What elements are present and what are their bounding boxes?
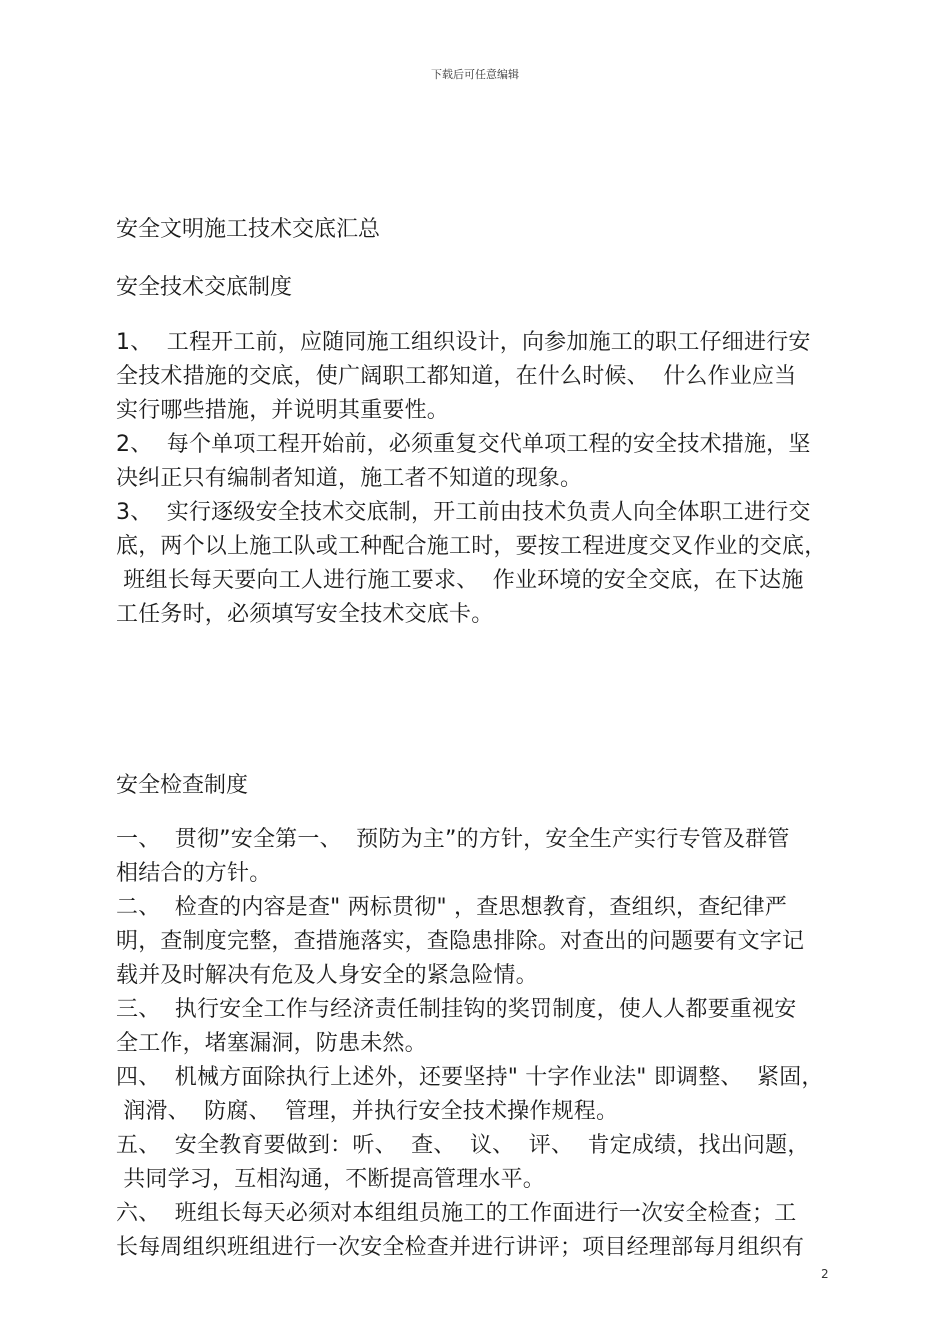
section-technical-disclosure (116, 271, 838, 305)
document-title-block (116, 213, 838, 247)
paragraph-line: 相结合的方针。 (116, 861, 272, 886)
paragraph-line: 二、 检查的内容是查" 两标贯彻" ，查思想教育，查组织，查纪律严 (116, 895, 788, 920)
paragraph-line: 四、 机械方面除执行上述外，还要坚持" 十字作业法" 即调整、 紧固， (116, 1065, 824, 1090)
paragraph-line: 1、 工程开工前，应随同施工组织设计，向参加施工的职工仔细进行安 (116, 330, 811, 355)
paragraph-line: 全工作，堵塞漏洞，防患未然。 (116, 1031, 427, 1056)
paragraph-line: 一、 贯彻”安全第一、 预防为主”的方针，安全生产实行专管及群管 (116, 827, 790, 852)
section-safety-inspection-body (116, 823, 838, 1265)
paragraph-line: 共同学习，互相沟通，不断提高管理水平。 (116, 1167, 545, 1192)
paragraph-line: 三、 执行安全工作与经济责任制挂钩的奖罚制度，使人人都要重视安 (116, 997, 797, 1022)
paragraph-line: 决纠正只有编制者知道，施工者不知道的现象。 (116, 466, 583, 491)
paragraph-line: 工任务时，必须填写安全技术交底卡。 (116, 602, 494, 627)
paragraph-line: 五、 安全教育要做到：听、 查、 议、 评、 肯定成绩，找出问题， (116, 1133, 810, 1158)
section-title: 安全技术交底制度 (116, 275, 293, 300)
section-title: 安全检查制度 (116, 773, 249, 798)
page-number: 2 (821, 1267, 829, 1281)
paragraph-line: 润滑、 防腐、 管理，并执行安全技术操作规程。 (116, 1099, 619, 1124)
paragraph-line: 底，两个以上施工队或工种配合施工时，要按工程进度交叉作业的交底， (116, 534, 827, 559)
paragraph-line: 全技术措施的交底，使广阔职工都知道，在什么时候、 什么作业应当 (116, 364, 797, 389)
section-safety-inspection (116, 769, 838, 803)
paragraph-line: 载并及时解决有危及人身安全的紧急险情。 (116, 963, 538, 988)
paragraph-line: 3、 实行逐级安全技术交底制，开工前由技术负责人向全体职工进行交 (116, 500, 811, 525)
paragraph-line: 2、 每个单项工程开始前，必须重复交代单项工程的安全技术措施，坚 (116, 432, 811, 457)
paragraph-line: 实行哪些措施，并说明其重要性。 (116, 398, 450, 423)
page-header: 下载后可任意编辑 (431, 68, 519, 81)
paragraph-line: 长每周组织班组进行一次安全检查并进行讲评；项目经理部每月组织有 (116, 1235, 805, 1260)
paragraph-line: 六、 班组长每天必须对本组组员施工的工作面进行一次安全检查；工 (116, 1201, 797, 1226)
paragraph-line: 明，查制度完整，查措施落实，查隐患排除。对查出的问题要有文字记 (116, 929, 805, 954)
section-technical-disclosure-body (116, 326, 838, 632)
paragraph-line: 班组长每天要向工人进行施工要求、 作业环境的安全交底，在下达施 (116, 568, 804, 593)
document-title: 安全文明施工技术交底汇总 (116, 217, 381, 242)
